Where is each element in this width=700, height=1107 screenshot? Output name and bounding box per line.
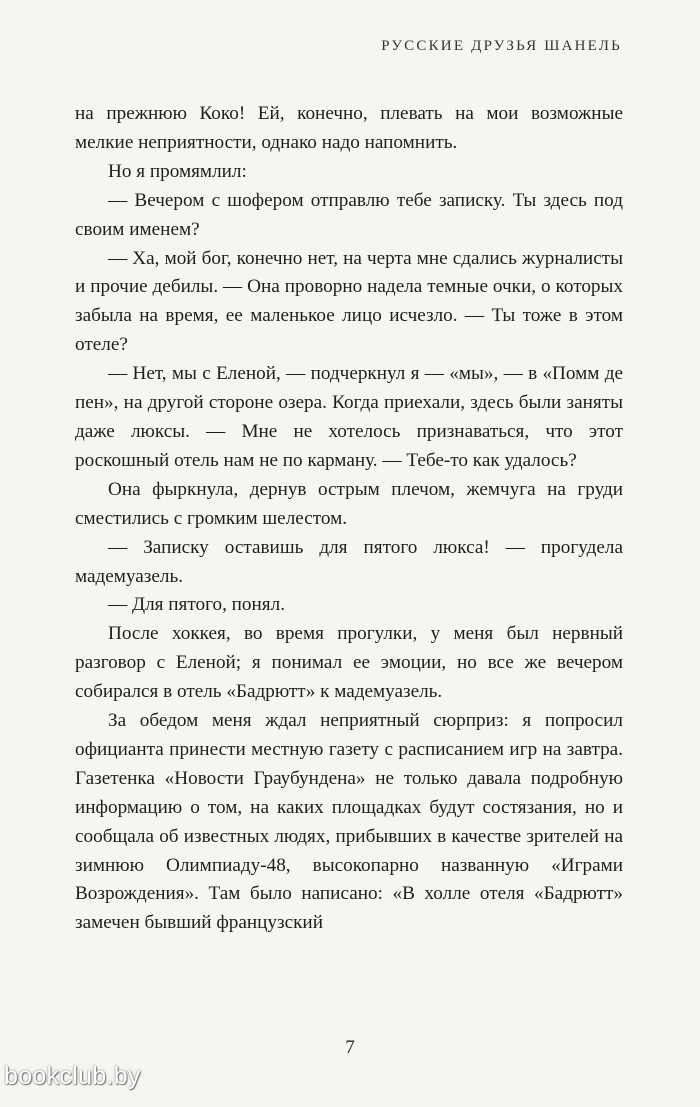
page-number: 7 xyxy=(345,1037,355,1058)
paragraph-1: на прежнюю Коко! Ей, конечно, плевать на мои возможные мелкие неприятности, однако надо напомнить. xyxy=(75,103,623,153)
paragraph-9: После хоккея, во время прогулки, у меня был нервный разговор с Еленой; я понимал ее эмоции, но все же вечером собирался в отель «Бадрютт» к мадемуазель. xyxy=(75,623,623,703)
paragraph-2: Но я промямлил: xyxy=(108,160,247,182)
paragraph-3: — Вечером с шофером отправлю тебе записку. Ты здесь под своим именем? xyxy=(75,189,623,240)
paragraph-10: За обедом меня ждал неприятный сюрприз: я попросил официанта принести местную газету с расписанием игр на завтра. Газетенка «Новости Граубундена» не только давала подробную информацию о том, на каких площадках будут состязания, но и сообщала об известных людях, прибывших в качестве зрителей на зимнюю Олимпиаду-48, высокопарно названную «Играми Возрождения». Там было написано: «В холле отеля «Бадрютт» замечен бывший французский xyxy=(75,710,623,934)
site-watermark: bookclub.by xyxy=(4,1062,141,1090)
paragraph-5: — Нет, мы с Еленой, — подчеркнул я — «мы», — в «Помм де пен», на другой стороне озера. Когда приехали, здесь были заняты даже люксы. — Мне не хотелось признаваться, что этот роскошный отель нам не по карману. — Тебе-то как удалось? xyxy=(75,363,623,471)
body-text xyxy=(75,100,623,938)
paragraph-6: Она фыркнула, дернув острым плечом, жемчуга на груди сместились с громким шелестом. xyxy=(75,478,623,529)
paragraph-7: — Записку оставишь для пятого люкса! — прогудела мадемуазель. xyxy=(75,536,623,587)
paragraph-4: — Ха, мой бог, конечно нет, на черта мне сдались журналисты и прочие дебилы. — Она проворно надела темные очки, о которых забыла на время, ее маленькое лицо исчезло. — Ты тоже в этом отеле? xyxy=(75,247,623,356)
paragraph-8: — Для пятого, понял. xyxy=(108,594,285,616)
running-head: РУССКИЕ ДРУЗЬЯ ШАНЕЛЬ xyxy=(381,38,622,54)
